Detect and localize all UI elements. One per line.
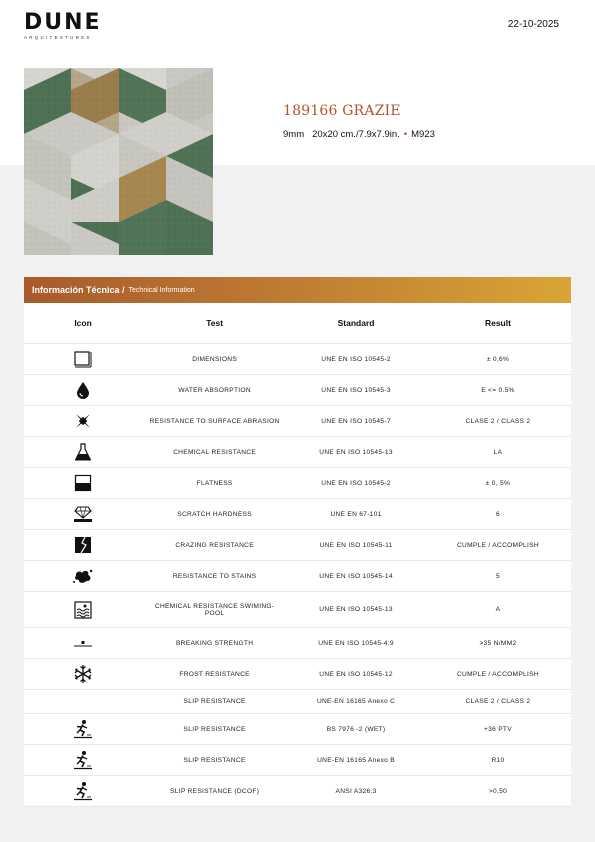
spec-separator: • xyxy=(403,129,408,140)
header-icon: Icon xyxy=(24,303,142,344)
test-cell: CRAZING RESISTANCE xyxy=(142,530,287,561)
result-cell: CLASE 2 / CLASS 2 xyxy=(425,690,571,714)
technical-info-banner xyxy=(24,277,571,303)
test-cell: DIMENSIONS xyxy=(142,344,287,375)
standard-cell: UNE EN ISO 10545-14 xyxy=(287,561,425,592)
slip-icon xyxy=(73,719,93,739)
flask-icon xyxy=(74,443,92,461)
product-title: 189166 GRAZIE xyxy=(283,103,401,119)
test-cell: SLIP RESISTANCE xyxy=(142,745,287,776)
table-row xyxy=(24,714,571,745)
section-title-en: Technical Information xyxy=(128,286,195,294)
brand-tagline: ARQUITEXTURES xyxy=(24,35,92,40)
standard-cell: UNE EN ISO 10545-13 xyxy=(287,592,425,628)
test-cell: CHEMICAL RESISTANCE xyxy=(142,437,287,468)
product-specs xyxy=(283,129,435,140)
table-row xyxy=(24,437,571,468)
icon-cell xyxy=(24,344,142,375)
result-cell: >35 N/MM2 xyxy=(425,628,571,659)
icon-cell xyxy=(24,437,142,468)
result-cell: ± 0,6% xyxy=(425,344,571,375)
technical-table xyxy=(24,303,571,807)
table-row xyxy=(24,530,571,561)
test-cell: BREAKING STRENGTH xyxy=(142,628,287,659)
table-row xyxy=(24,344,571,375)
icon-cell xyxy=(24,592,142,628)
standard-cell: UNE EN ISO 10545-11 xyxy=(287,530,425,561)
water-drop-icon xyxy=(75,381,91,399)
icon-cell xyxy=(24,375,142,406)
header-test: Test xyxy=(142,303,287,344)
standard-cell: UNE EN ISO 10545-2 xyxy=(287,468,425,499)
icon-cell xyxy=(24,745,142,776)
crazing-icon xyxy=(74,536,92,554)
result-cell: +36 PTV xyxy=(425,714,571,745)
header-standard: Standard xyxy=(287,303,425,344)
test-cell: FROST RESISTANCE xyxy=(142,659,287,690)
standard-cell: UNE-EN 16165 Anexo B xyxy=(287,745,425,776)
result-cell: 6 xyxy=(425,499,571,530)
table-row xyxy=(24,628,571,659)
stain-icon xyxy=(72,567,94,585)
icon-cell xyxy=(24,628,142,659)
product-thickness: 9mm xyxy=(283,129,305,140)
result-cell: CLASE 2 / CLASS 2 xyxy=(425,406,571,437)
snowflake-icon xyxy=(73,664,93,684)
flatness-icon xyxy=(74,474,92,492)
test-cell: SLIP RESISTANCE xyxy=(142,690,287,714)
document-date: 22-10-2025 xyxy=(507,19,559,30)
test-cell: FLATNESS xyxy=(142,468,287,499)
result-cell: 5 xyxy=(425,561,571,592)
icon-cell xyxy=(24,776,142,807)
standard-cell: BS 7976 -2 (WET) xyxy=(287,714,425,745)
result-cell: R10 xyxy=(425,745,571,776)
product-size: 20x20 cm./7.9x7.9in. xyxy=(312,129,400,140)
result-cell: LA xyxy=(425,437,571,468)
table-row xyxy=(24,406,571,437)
standard-cell: UNE EN ISO 10545-2 xyxy=(287,344,425,375)
standard-cell: UNE EN ISO 10545-12 xyxy=(287,659,425,690)
dimensions-icon xyxy=(73,350,93,368)
table-row xyxy=(24,499,571,530)
table-row xyxy=(24,592,571,628)
icon-cell xyxy=(24,499,142,530)
standard-cell: UNE EN ISO 10545-4:9 xyxy=(287,628,425,659)
standard-cell: UNE-EN 16165 Anexo C xyxy=(287,690,425,714)
breaking-strength-icon xyxy=(73,636,93,650)
table-row xyxy=(24,690,571,714)
product-tile-image xyxy=(24,68,213,255)
table-row xyxy=(24,561,571,592)
icon-cell xyxy=(24,468,142,499)
brand-name: DUNE xyxy=(24,10,102,35)
table-row xyxy=(24,468,571,499)
header-result: Result xyxy=(425,303,571,344)
result-cell: CUMPLE / ACCOMPLISH xyxy=(425,530,571,561)
icon-cell xyxy=(24,530,142,561)
slip-icon xyxy=(73,781,93,801)
test-cell: SCRATCH HARDNESS xyxy=(142,499,287,530)
diamond-icon xyxy=(73,505,93,523)
test-cell: RESISTANCE TO STAINS xyxy=(142,561,287,592)
brand-logo xyxy=(24,12,102,40)
result-cell: ± 0, 5% xyxy=(425,468,571,499)
result-cell: >0,50 xyxy=(425,776,571,807)
test-cell: SLIP RESISTANCE (DCOF) xyxy=(142,776,287,807)
standard-cell: UNE EN ISO 10545-7 xyxy=(287,406,425,437)
table-row xyxy=(24,745,571,776)
icon-cell xyxy=(24,561,142,592)
table-row xyxy=(24,375,571,406)
standard-cell: UNE EN ISO 10545-13 xyxy=(287,437,425,468)
table-row xyxy=(24,776,571,807)
standard-cell: UNE EN 67-101 xyxy=(287,499,425,530)
icon-cell xyxy=(24,690,142,714)
section-title-es: Información Técnica / xyxy=(32,285,125,295)
icon-cell xyxy=(24,406,142,437)
test-cell: WATER ABSORPTION xyxy=(142,375,287,406)
product-model: M923 xyxy=(411,129,435,140)
pool-icon xyxy=(74,601,92,619)
table-row xyxy=(24,659,571,690)
result-cell: E <= 0.5% xyxy=(425,375,571,406)
standard-cell: ANSI A326.3 xyxy=(287,776,425,807)
test-cell: RESISTANCE TO SURFACE ABRASION xyxy=(142,406,287,437)
standard-cell: UNE EN ISO 10545-3 xyxy=(287,375,425,406)
slip-icon xyxy=(73,750,93,770)
test-cell: CHEMICAL RESISTANCE SWIMING-POOL xyxy=(142,592,287,628)
test-cell: SLIP RESISTANCE xyxy=(142,714,287,745)
result-cell: A xyxy=(425,592,571,628)
technical-info-card xyxy=(24,277,571,806)
icon-cell xyxy=(24,714,142,745)
abrasion-icon xyxy=(74,412,92,430)
result-cell: CUMPLE / ACCOMPLISH xyxy=(425,659,571,690)
table-header-row xyxy=(24,303,571,344)
icon-cell xyxy=(24,659,142,690)
